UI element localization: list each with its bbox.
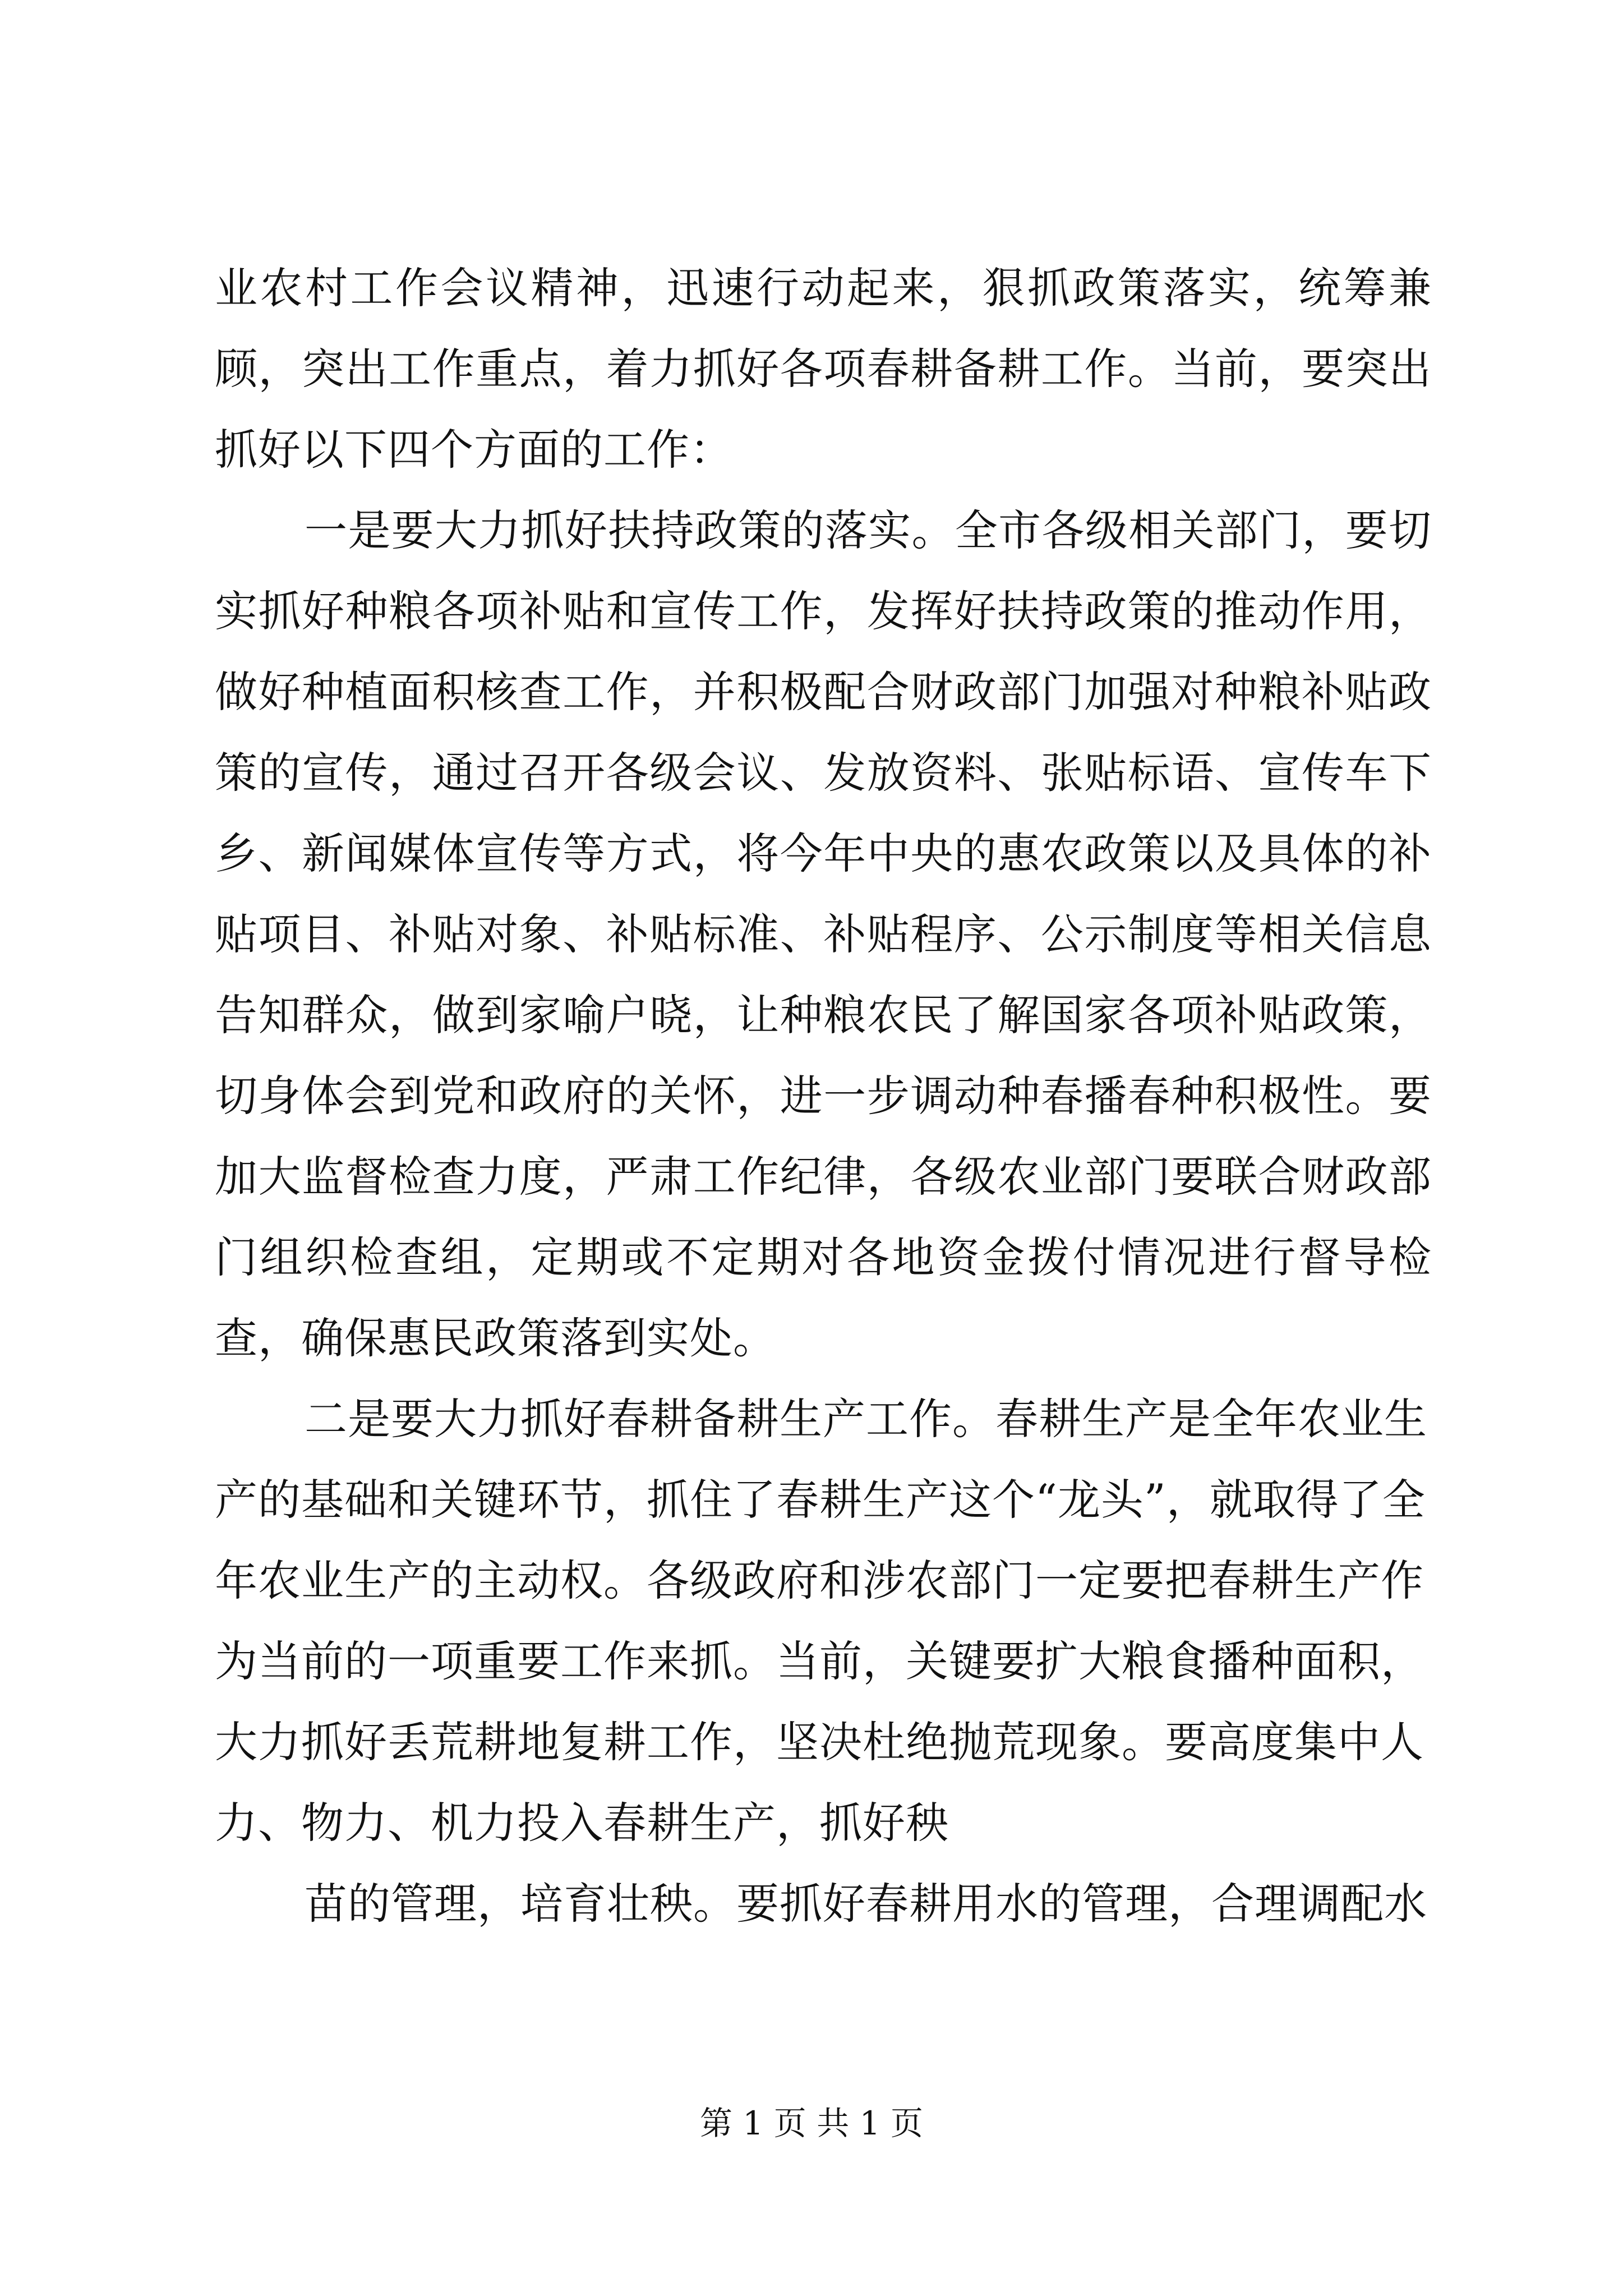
paragraph-policy-implementation: 一是要大力抓好扶持政策的落实。全市各级相关部门，要切实抓好种粮各项补贴和宣传工作，发挥好扶持政策的推动作用，做好种植面积核查工作，并积极配合财政部门加强对种粮补贴政策的宣传，通过召开各级会议、发放资料、张贴标语、宣传车下乡、新闻媒体宣传等方式，将今年中央的惠农政策以及具体的补贴项目、补贴对象、补贴标准、补贴程序、公示制度等相关信息告知群众，做到家喻户晓，让种粮农民了解国家各项补贴政策，切身体会到党和政府的关怀，进一步调动种春播春种积极性。要加大监督检查力度，严肃工作纪律，各级农业部门要联合财政部门组织检查组，定期或不定期对各地资金拨付情况进行督导检查，确保惠民政策落到实处。 [215, 505, 1432, 1363]
paragraph-continued-intro: 业农村工作会议精神，迅速行动起来，狠抓政策落实，统筹兼顾，突出工作重点，着力抓好各项春耕备耕工作。当前，要突出抓好以下四个方面的工作： [215, 263, 1432, 475]
paragraph-spring-plowing: 二是要大力抓好春耕备耕生产工作。春耕生产是全年农业生产的基础和关键环节，抓住了春耕生产这个“龙头”，就取得了全年农业生产的主动权。各级政府和涉农部门一定要把春耕生产作为当前的一项重要工作来抓。当前，关键要扩大粮食播种面积，大力抓好丢荒耕地复耕工作，坚决杜绝抛荒现象。要高度集中人力、物力、机力投入春耕生产，抓好秧 [215, 1394, 1427, 1848]
paragraph-seedling-management: 苗的管理，培育壮秧。要抓好春耕用水的管理，合理调配水 [305, 1879, 1427, 1929]
page-footer: 第 1 页 共 1 页 [700, 2104, 923, 2142]
document-body [215, 248, 1432, 1944]
